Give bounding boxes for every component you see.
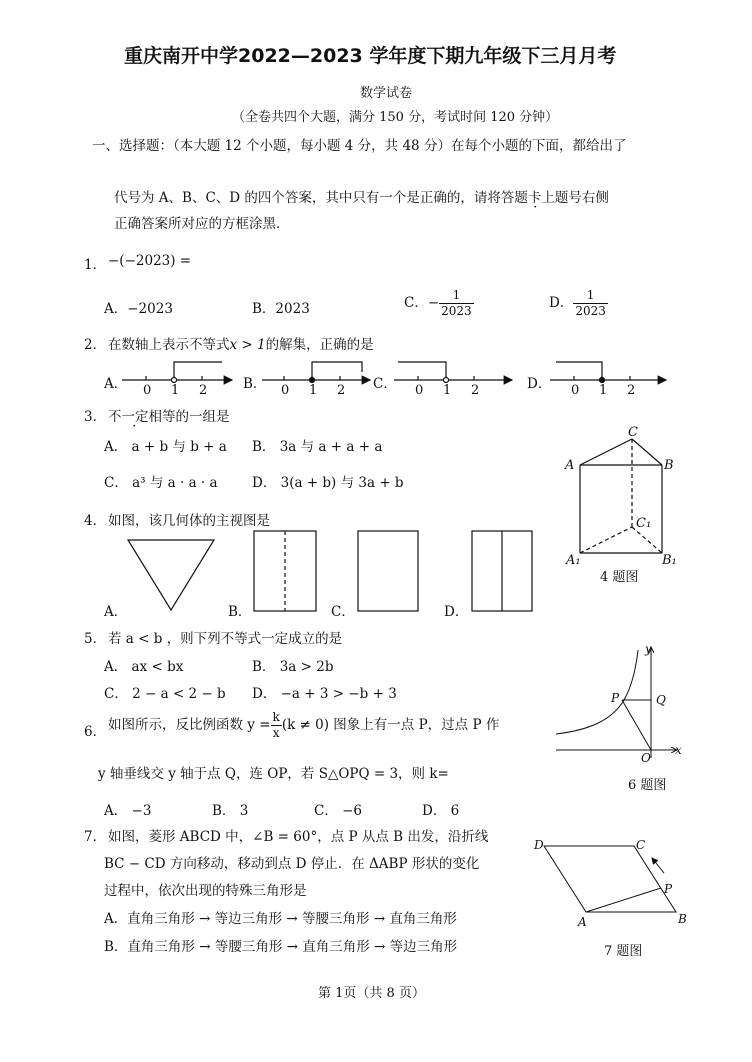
q5-stem: 若 a < b ，则下列不等式一定成立的是	[108, 631, 343, 647]
q4-label-c: C．	[331, 604, 355, 620]
q3-stem-pre: 不	[108, 409, 122, 425]
nl-b-tick-2: 2	[337, 383, 346, 398]
fig7-caption: 7 题图	[604, 944, 643, 959]
q1-c-denominator: 2023	[441, 304, 472, 318]
q2-label-b: B．	[243, 376, 267, 392]
q6-stem-pre: 如图所示，反比例函数 y =	[108, 717, 271, 733]
q1-option-c-label: C．−	[404, 295, 440, 311]
q7-line-3: 过程中，依次出现的特殊三角形是	[104, 883, 307, 899]
q4-label-a: A．	[104, 604, 128, 620]
q2-stem-pre: 在数轴上表示不等式	[108, 337, 230, 353]
section-line-2-post: 上题号右侧	[541, 190, 609, 206]
fig4-label-c1: C₁	[636, 516, 652, 531]
fig4-label-b: B	[664, 458, 674, 473]
q7-number: 7．	[84, 829, 107, 845]
fig6-label-p: P	[611, 691, 620, 705]
q3-option-b: B． 3a 与 a + a + a	[252, 439, 383, 455]
q6-frac-denominator: x	[272, 726, 280, 740]
nl-b-tick-1: 1	[309, 383, 318, 398]
q2-label-c: C．	[373, 376, 397, 392]
fig7-label-c: C	[636, 838, 646, 852]
q5-number: 5．	[84, 631, 107, 647]
exam-subtitle: 数学试卷	[360, 86, 413, 101]
nl-d-tick-2: 2	[627, 383, 636, 398]
q2-number: 2．	[84, 337, 107, 353]
q1-number: 1．	[84, 257, 107, 273]
nl-d-tick-0: 0	[571, 383, 580, 398]
q6-option-b: B． 3	[212, 803, 249, 819]
section-heading: 一、选择题：（本大题 12 个小题，每小题 4 分，共 48 分）在每个小题的下面，都给出了	[92, 138, 627, 154]
section-line-2-pre: 代号为 A、B、C、D 的四个答案，其中只有一个是正确的，请将答题	[114, 190, 528, 206]
fig7-label-d: D	[534, 838, 544, 852]
q4-stem: 如图，该几何体的主视图是	[108, 513, 270, 529]
q5-option-d: D． −a + 3 > −b + 3	[252, 686, 397, 702]
nl-a-tick-2: 2	[199, 383, 208, 398]
q5-option-c: C． 2 − a < 2 − b	[104, 686, 226, 702]
q4-label-b: B．	[228, 604, 252, 620]
fig7-label-p: P	[664, 882, 673, 896]
q1-c-numerator: 1	[439, 288, 474, 304]
q1-d-numerator: 1	[573, 288, 608, 304]
q7-line-2: BC − CD 方向移动，移动到点 D 停止．在 ΔABP 形状的变化	[104, 856, 480, 872]
fig6-label-x: x	[675, 743, 682, 757]
q4-label-d: D．	[444, 604, 469, 620]
fig7-label-a: A	[578, 915, 587, 929]
fig6-label-o: O	[641, 751, 651, 765]
nl-a-tick-0: 0	[143, 383, 152, 398]
exam-title: 重庆南开中学2022—2023 学年度下期九年级下三月月考	[124, 45, 617, 67]
q6-number: 6．	[84, 724, 107, 740]
fig4-label-c: C	[628, 425, 638, 440]
nl-c-tick-0: 0	[415, 383, 424, 398]
q6-line-2: y 轴垂线交 y 轴于点 Q，连 OP，若 S△OPQ = 3，则 k=	[98, 766, 449, 782]
q6-frac-numerator: k	[272, 710, 280, 724]
fig6-label-q: Q	[656, 693, 666, 707]
q3-option-d: D． 3(a + b) 与 3a + b	[252, 475, 404, 491]
fig6-caption: 6 题图	[628, 778, 667, 793]
fig7-label-b: B	[678, 912, 687, 926]
section-line-2-dotted: 卡	[527, 190, 542, 206]
fig4-label-a1: A₁	[566, 553, 581, 568]
fig4-caption: 4 题图	[600, 570, 639, 585]
q3-number: 3．	[84, 409, 107, 425]
q6-option-a: A． −3	[104, 803, 152, 819]
nl-d-tick-1: 1	[599, 383, 608, 398]
q1-stem: −(−2023) =	[108, 253, 192, 269]
page-footer: 第 1页（共 8 页）	[318, 986, 425, 1001]
section-line-3: 正确答案所对应的方框涂黑．	[114, 216, 290, 232]
q6-stem-mid: (k ≠ 0) 图象上有一点 P，过点 P 作	[281, 717, 500, 733]
fig6-label-y: y	[645, 642, 652, 656]
q7-option-b: B．直角三角形 → 等腰三角形 → 直角三角形 → 等边三角形	[104, 939, 458, 955]
q3-option-c: C． a³ 与 a · a · a	[104, 475, 218, 491]
q3-stem-post: 相等的一组是	[148, 409, 230, 425]
q6-option-c: C． −6	[314, 803, 363, 819]
q2-label-a: A．	[104, 376, 128, 392]
q5-option-b: B． 3a > 2b	[252, 659, 334, 675]
q6-option-d: D． 6	[422, 803, 460, 819]
q1-d-denominator: 2023	[575, 304, 606, 318]
fig4-label-a: A	[565, 458, 575, 473]
q2-stem-math: x > 1	[229, 337, 266, 353]
nl-c-tick-1: 1	[443, 383, 452, 398]
q1-option-d-label: D．	[549, 295, 574, 311]
q1-option-b: B．2023	[252, 301, 310, 317]
q2-label-d: D．	[527, 376, 552, 392]
exam-note: （全卷共四个大题，满分 150 分，考试时间 120 分钟）	[232, 110, 559, 125]
q4-number: 4．	[84, 513, 107, 529]
q7-line-1: 如图，菱形 ABCD 中，∠B = 60°，点 P 从点 B 出发，沿折线	[108, 829, 489, 845]
q3-stem-dotted: 一定	[121, 409, 149, 425]
q1-option-a: A．−2023	[104, 301, 173, 317]
nl-a-tick-1: 1	[171, 383, 180, 398]
q5-option-a: A． ax < bx	[104, 659, 184, 675]
nl-c-tick-2: 2	[471, 383, 480, 398]
fig4-label-b1: B₁	[662, 553, 677, 568]
q2-stem-post: 的解集，正确的是	[265, 337, 374, 353]
nl-b-tick-0: 0	[281, 383, 290, 398]
q3-option-a: A． a + b 与 b + a	[104, 439, 227, 455]
q7-option-a: A．直角三角形 → 等边三角形 → 等腰三角形 → 直角三角形	[104, 911, 457, 927]
